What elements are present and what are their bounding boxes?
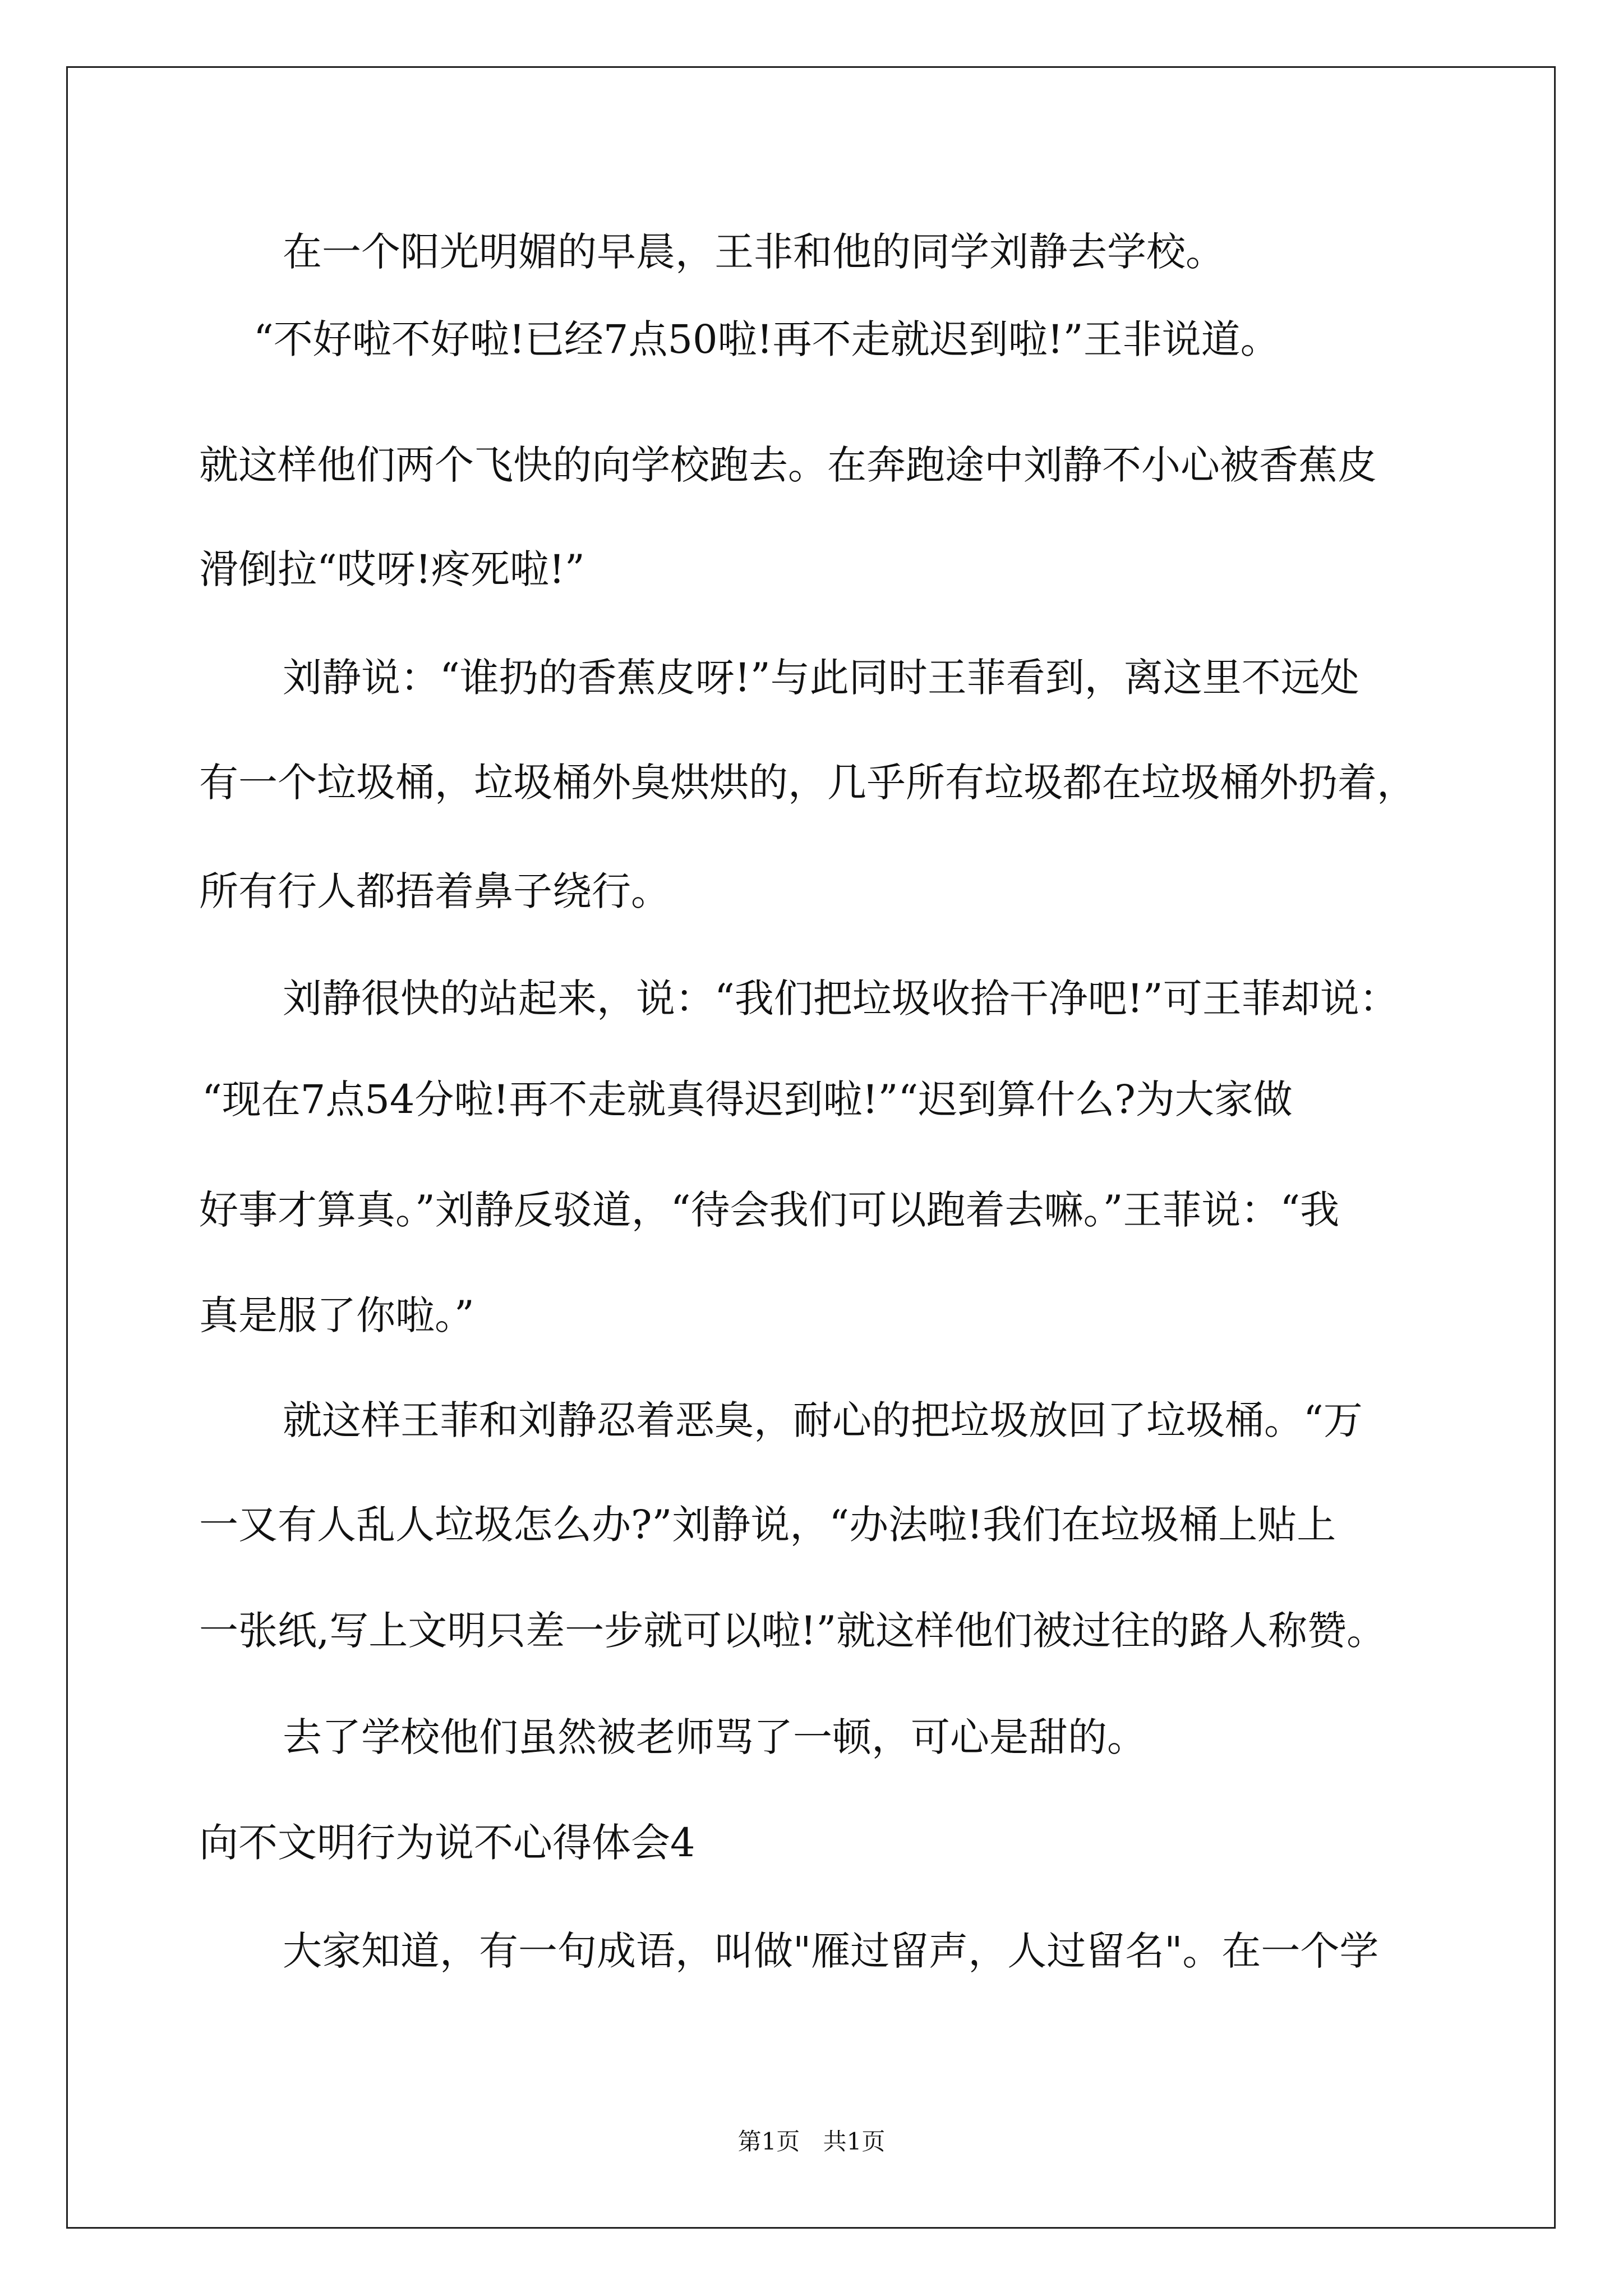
paragraph-line: 所有行人都捂着鼻子绕行。	[199, 868, 670, 914]
page-border	[66, 66, 1556, 2229]
paragraph-line: 真是服了你啦。”	[199, 1292, 474, 1338]
paragraph-line: 一张纸,写上文明只差一步就可以啦!”就这样他们被过往的路人称赞。	[199, 1608, 1386, 1654]
paragraph-line: “现在7点54分啦!再不走就真得迟到啦!”“迟到算什么?为大家做	[202, 1076, 1293, 1122]
paragraph-line: 好事才算真。”刘静反驳道，“待会我们可以跑着去嘛。”王菲说：“我	[199, 1187, 1340, 1233]
paragraph-line: 就这样他们两个飞快的向学校跑去。在奔跑途中刘静不小心被香蕉皮	[199, 442, 1377, 488]
paragraph-line: 有一个垃圾桶，垃圾桶外臭烘烘的，几乎所有垃圾都在垃圾桶外扔着，	[199, 760, 1416, 806]
paragraph-line: 滑倒拉“哎呀!疼死啦!”	[199, 546, 585, 592]
paragraph-line: 刘静很快的站起来，说：“我们把垃圾收拾干净吧!”可王菲却说：	[283, 976, 1399, 1022]
paragraph-line: 一又有人乱人垃圾怎么办?”刘静说，“办法啦!我们在垃圾桶上贴上	[199, 1502, 1336, 1548]
paragraph-line: 在一个阳光明媚的早晨，王非和他的同学刘静去学校。	[283, 229, 1225, 275]
paragraph-line: 刘静说：“谁扔的香蕉皮呀!”与此同时王菲看到，离这里不远处	[283, 655, 1359, 701]
paragraph-line: 大家知道，有一句成语，叫做"雁过留声，人过留名"。在一个学	[283, 1928, 1379, 1974]
section-heading: 向不文明行为说不心得体会4	[199, 1820, 695, 1866]
page-total: 共1页	[823, 2128, 886, 2155]
paragraph-line: “不好啦不好啦!已经7点50啦!再不走就迟到啦!”王非说道。	[253, 316, 1280, 362]
paragraph-line: 就这样王菲和刘静忍着恶臭，耐心的把垃圾放回了垃圾桶。“万	[283, 1397, 1363, 1443]
page-number: 第1页	[737, 2128, 800, 2155]
page-footer	[0, 2123, 1623, 2157]
paragraph-line: 去了学校他们虽然被老师骂了一顿，可心是甜的。	[283, 1714, 1146, 1760]
